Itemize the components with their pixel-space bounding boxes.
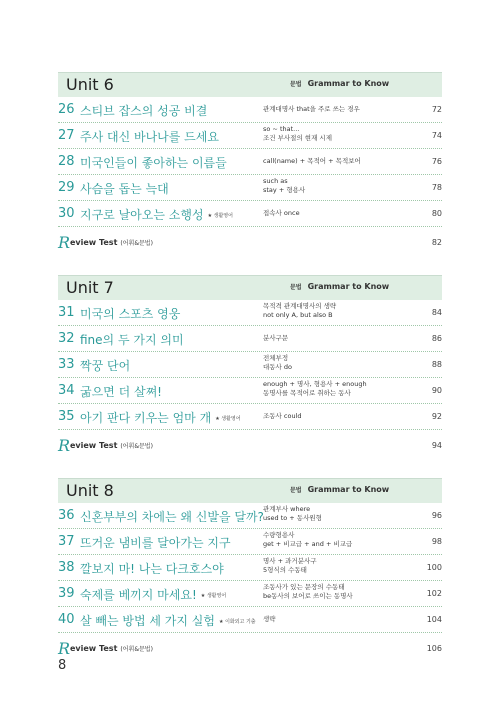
lesson-number: 40 bbox=[58, 612, 75, 627]
review-label-text: eview Test bbox=[70, 441, 118, 450]
lesson-number: 32 bbox=[58, 331, 75, 346]
lesson-title-text: 숙제를 베끼지 마세요! bbox=[80, 588, 197, 602]
lesson-page: 102 bbox=[426, 589, 442, 598]
grammar-point: so ~ that... bbox=[263, 125, 300, 133]
review-label bbox=[70, 441, 153, 450]
grammar-point: enough + 명사, 형용사 + enough bbox=[263, 380, 367, 388]
lesson-number: 29 bbox=[58, 180, 75, 195]
lesson-row bbox=[58, 351, 442, 378]
lesson-title-text: 미국의 스포츠 영웅 bbox=[80, 307, 181, 321]
grammar-point: be동사의 보어로 쓰이는 동명사 bbox=[263, 592, 353, 600]
grammar-header bbox=[290, 79, 389, 88]
lesson-number: 36 bbox=[58, 508, 75, 523]
lesson-number: 27 bbox=[58, 128, 75, 143]
lesson-title bbox=[80, 586, 226, 603]
lesson-grammar bbox=[263, 557, 408, 575]
lesson-title-text: 뜨거운 냄비를 달아가는 지구 bbox=[80, 536, 231, 550]
grammar-point: 전체부정 bbox=[263, 354, 289, 362]
lesson-page: 96 bbox=[431, 511, 442, 520]
unit-section bbox=[58, 72, 442, 252]
lesson-title-text: 아기 판다 키우는 엄마 개 bbox=[80, 411, 212, 425]
lesson-grammar bbox=[263, 615, 408, 624]
lesson-grammar bbox=[263, 412, 408, 421]
lesson-row bbox=[58, 299, 442, 326]
review-label bbox=[70, 238, 153, 247]
lesson-page: 104 bbox=[426, 615, 442, 624]
lesson-row bbox=[58, 377, 442, 404]
lesson-page: 86 bbox=[431, 334, 442, 343]
lesson-title-text: 신혼부부의 차에는 왜 신발을 달까? bbox=[80, 510, 264, 524]
grammar-label: 문법 bbox=[290, 81, 302, 88]
lesson-grammar bbox=[263, 334, 408, 343]
lesson-page: 92 bbox=[431, 412, 442, 421]
lesson-page: 74 bbox=[431, 131, 442, 140]
review-label-text: eview Test bbox=[70, 644, 118, 653]
grammar-point: stay + 형용사 bbox=[263, 186, 306, 194]
lesson-grammar bbox=[263, 531, 408, 549]
review-page: 106 bbox=[426, 644, 442, 653]
review-sub: (어휘&문법) bbox=[120, 443, 153, 450]
review-sub: (어휘&문법) bbox=[120, 240, 153, 247]
grammar-point: 접속사 once bbox=[263, 209, 300, 217]
lesson-number: 39 bbox=[58, 586, 75, 601]
grammar-label: 문법 bbox=[290, 284, 302, 291]
lesson-number: 31 bbox=[58, 305, 75, 320]
lesson-grammar bbox=[263, 177, 408, 195]
lesson-number: 35 bbox=[58, 409, 75, 424]
lesson-title bbox=[80, 612, 256, 629]
lesson-title bbox=[80, 534, 231, 551]
unit-title: Unit 6 bbox=[66, 75, 114, 94]
lesson-grammar bbox=[263, 354, 408, 372]
lesson-number: 30 bbox=[58, 206, 75, 221]
lesson-page: 84 bbox=[431, 308, 442, 317]
grammar-point: 관계대명사 that을 주로 쓰는 경우 bbox=[263, 105, 360, 113]
lesson-grammar bbox=[263, 157, 408, 166]
lesson-title-text: 살 빼는 방법 세 가지 실험 bbox=[80, 614, 215, 628]
lesson-title bbox=[80, 409, 241, 426]
grammar-header bbox=[290, 485, 389, 494]
lesson-row bbox=[58, 554, 442, 581]
lesson-row bbox=[58, 325, 442, 352]
lesson-title-text: 굶으면 더 살쪄! bbox=[80, 385, 162, 399]
grammar-point: such as bbox=[263, 177, 288, 185]
unit-title: Unit 7 bbox=[66, 278, 114, 297]
grammar-point: 생략 bbox=[263, 615, 276, 623]
lesson-title bbox=[80, 331, 184, 348]
lesson-title-text: 미국인들이 좋아하는 이름들 bbox=[80, 156, 227, 170]
lesson-title bbox=[80, 383, 162, 400]
unit-header bbox=[58, 275, 442, 300]
lesson-title-text: 사슴을 돕는 늑대 bbox=[80, 182, 169, 196]
grammar-point: 조동사 could bbox=[263, 412, 302, 420]
unit-section bbox=[58, 275, 442, 455]
lesson-tag: ★ 이화외고 기출 bbox=[219, 619, 256, 625]
grammar-point: 명사 + 과거분사구 bbox=[263, 557, 317, 565]
lesson-grammar bbox=[263, 105, 408, 114]
lesson-title-text: 스티브 잡스의 성공 비결 bbox=[80, 104, 208, 118]
lesson-row bbox=[58, 122, 442, 149]
grammar-point: 목적격 관계대명사의 생략 bbox=[263, 302, 337, 310]
lesson-row bbox=[58, 580, 442, 607]
grammar-point: used to + 동사원형 bbox=[263, 514, 322, 522]
lesson-title bbox=[80, 154, 227, 171]
grammar-point: 조동사가 있는 문장의 수동태 bbox=[263, 583, 345, 591]
grammar-point: 동명사를 목적어로 취하는 동사 bbox=[263, 389, 351, 397]
review-page: 82 bbox=[431, 238, 442, 247]
lesson-page: 72 bbox=[431, 105, 442, 114]
grammar-point: 대동사 do bbox=[263, 363, 293, 371]
review-page: 94 bbox=[431, 441, 442, 450]
lesson-row bbox=[58, 200, 442, 227]
lesson-row bbox=[58, 502, 442, 529]
lesson-number: 26 bbox=[58, 102, 75, 117]
lesson-tag: ★ 생활영어 bbox=[215, 416, 241, 422]
grammar-point: 조건 부사절의 현재 시제 bbox=[263, 134, 332, 142]
grammar-header bbox=[290, 282, 389, 291]
lesson-row bbox=[58, 528, 442, 555]
lesson-page: 100 bbox=[426, 563, 442, 572]
review-mark: R bbox=[58, 639, 71, 658]
grammar-point: 분사구문 bbox=[263, 334, 289, 342]
lesson-tag: ★ 생활영어 bbox=[200, 593, 227, 599]
lesson-number: 38 bbox=[58, 560, 75, 575]
lesson-title bbox=[80, 180, 169, 197]
grammar-title: Grammar to Know bbox=[307, 282, 390, 291]
lesson-page: 88 bbox=[431, 360, 442, 369]
lesson-page: 80 bbox=[431, 209, 442, 218]
grammar-point: 수량형용사 bbox=[263, 531, 295, 539]
lesson-title bbox=[80, 305, 180, 322]
lesson-row bbox=[58, 148, 442, 175]
review-sub: (어휘&문법) bbox=[120, 646, 153, 653]
lesson-grammar bbox=[263, 583, 408, 601]
review-test-row bbox=[58, 435, 442, 455]
lesson-tag: ★ 생활영어 bbox=[207, 213, 233, 219]
lesson-title bbox=[80, 206, 233, 223]
lesson-page: 90 bbox=[431, 386, 442, 395]
lesson-row bbox=[58, 606, 442, 633]
lesson-title-text: 지구로 날아오는 소행성 bbox=[80, 208, 204, 222]
unit-title: Unit 8 bbox=[66, 481, 114, 500]
lesson-title bbox=[80, 102, 207, 119]
lesson-number: 28 bbox=[58, 154, 75, 169]
lesson-page: 76 bbox=[431, 157, 442, 166]
lesson-row bbox=[58, 174, 442, 201]
lesson-page: 98 bbox=[431, 537, 442, 546]
lesson-grammar bbox=[263, 209, 408, 218]
lesson-title-text: 짝꿍 단어 bbox=[80, 359, 131, 373]
lesson-grammar bbox=[263, 380, 408, 398]
lesson-grammar bbox=[263, 505, 408, 523]
grammar-title: Grammar to Know bbox=[307, 485, 390, 494]
grammar-point: call(name) + 목적어 + 목적보어 bbox=[263, 157, 361, 165]
lesson-title bbox=[80, 128, 219, 145]
review-mark: R bbox=[58, 233, 71, 252]
grammar-label: 문법 bbox=[290, 487, 302, 494]
review-label bbox=[70, 644, 153, 653]
lesson-number: 34 bbox=[58, 383, 75, 398]
lesson-grammar bbox=[263, 125, 408, 143]
lesson-page: 78 bbox=[431, 183, 442, 192]
lesson-title-text: 주사 대신 바나나를 드세요 bbox=[80, 130, 219, 144]
lesson-row bbox=[58, 403, 442, 430]
grammar-point: 5형식의 수동태 bbox=[263, 566, 307, 574]
lesson-grammar bbox=[263, 302, 408, 320]
grammar-point: not only A, but also B bbox=[263, 311, 333, 319]
lesson-title-text: fine의 두 가지 의미 bbox=[80, 333, 184, 347]
unit-header bbox=[58, 478, 442, 503]
lesson-title bbox=[80, 508, 264, 525]
grammar-point: get + 비교급 + and + 비교급 bbox=[263, 540, 353, 548]
lesson-number: 33 bbox=[58, 357, 75, 372]
review-test-row bbox=[58, 232, 442, 252]
lesson-title-text: 깔보지 마! 나는 다크호스야 bbox=[80, 562, 224, 576]
lesson-row bbox=[58, 96, 442, 123]
lesson-title bbox=[80, 560, 224, 577]
unit-section bbox=[58, 478, 442, 658]
review-test-row bbox=[58, 638, 442, 658]
review-label-text: eview Test bbox=[70, 238, 118, 247]
lesson-number: 37 bbox=[58, 534, 75, 549]
page-number: 8 bbox=[58, 658, 67, 673]
grammar-point: 관계부사 where bbox=[263, 505, 311, 513]
unit-header bbox=[58, 72, 442, 97]
review-mark: R bbox=[58, 436, 71, 455]
lesson-title bbox=[80, 357, 130, 374]
grammar-title: Grammar to Know bbox=[307, 79, 390, 88]
